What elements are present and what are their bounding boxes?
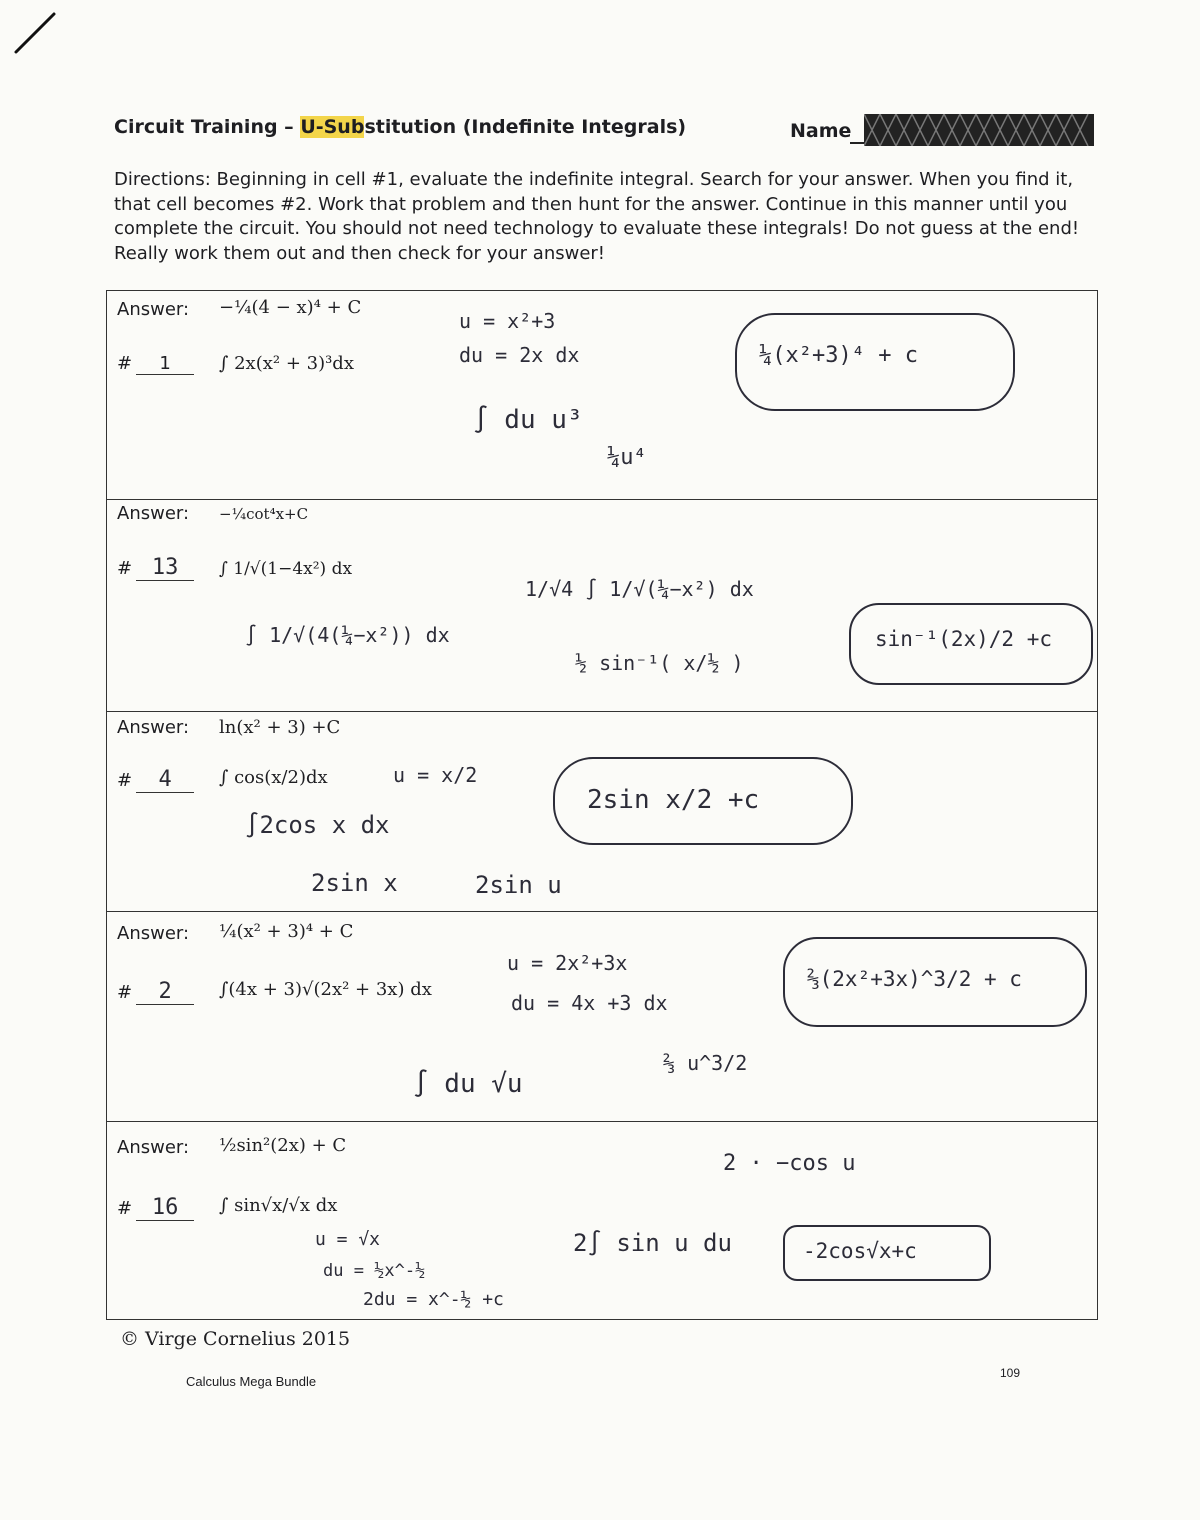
cell-number: # 4 [117,767,194,793]
work-line: u = √x [315,1229,381,1250]
work-line: u = x²+3 [459,309,556,333]
work-line: 1/√4 ∫ 1/√(¼−x²) dx [525,577,754,601]
answer-value: ½sin²(2x) + C [219,1135,347,1156]
integral-problem: ∫ sin√x/√x dx [219,1195,338,1216]
work-line: ∫ 1/√(4(¼−x²)) dx [245,623,450,647]
work-line: du = ½x^-½ [323,1261,426,1281]
circuit-cell-1 [107,291,1097,500]
boxed-answer-text: sin⁻¹(2x)/2 +c [875,627,1053,651]
circuit-cell-5 [107,1121,1097,1319]
boxed-answer-text: 2sin x/2 +c [587,785,760,815]
boxed-answer-text: ¼(x²+3)⁴ + c [759,343,918,368]
work-line: 2sin u [475,871,562,899]
integral-problem: ∫ 1/√(1−4x²) dx [219,559,353,579]
work-line: ½ sin⁻¹( x/½ ) [575,651,744,675]
answer-label: Answer: [117,923,190,944]
cell-number: # 2 [117,979,194,1005]
circuit-cell-4 [107,911,1097,1122]
answer-value: −¼(4 − x)⁴ + C [219,297,362,318]
cell-number-value: 1 [136,353,194,375]
boxed-answer-text: ⅔(2x²+3x)^3/2 + c [807,967,1022,991]
circuit-cell-2 [107,499,1097,712]
cell-number: # 13 [117,555,194,581]
answer-label: Answer: [117,717,190,738]
bundle-label: Calculus Mega Bundle [186,1374,317,1389]
work-line: ¼u⁴ [607,445,647,470]
copyright: © Virge Cornelius 2015 [120,1328,351,1350]
cell-number-value: 13 [136,555,194,581]
work-line: ⅔ u^3/2 [663,1051,748,1075]
answer-value: ¼(x² + 3)⁴ + C [219,921,354,942]
work-line: 2sin x [311,869,398,897]
work-line: 2 · −cos u [723,1151,856,1176]
integral-problem: ∫ 2x(x² + 3)³dx [219,353,354,374]
pen-stroke-mark [12,10,58,56]
work-line: u = 2x²+3x [507,951,628,975]
integral-problem: ∫(4x + 3)√(2x² + 3x) dx [219,979,432,1000]
title-rest: stitution (Indefinite Integrals) [364,116,687,138]
work-line: 2du = x^-½ +c [363,1289,504,1310]
integral-problem: ∫ cos(x/2)dx [219,767,328,788]
circuit-grid [106,290,1098,1320]
boxed-answer-text: -2cos√x+c [803,1239,917,1263]
work-line: ∫ du u³ [473,405,583,435]
cell-number: # 1 [117,353,194,375]
cell-number-value: 2 [136,979,194,1005]
page-number: 109 [1000,1366,1021,1380]
cell-number-value: 4 [136,767,194,793]
answer-label: Answer: [117,299,190,320]
cell-number-value: 16 [136,1195,194,1221]
answer-value: −¼cot⁴x+C [219,505,309,523]
answer-label: Answer: [117,503,190,524]
worksheet-title [114,116,686,138]
redacted-name [864,114,1094,146]
answer-label: Answer: [117,1137,190,1158]
title-highlight: U-Sub [300,116,365,138]
work-line: u = x/2 [393,763,478,787]
work-line: du = 2x dx [459,343,580,367]
answer-value: ln(x² + 3) +C [219,717,341,738]
title-prefix: Circuit Training – [114,116,301,138]
work-line: 2∫ sin u du [573,1229,732,1257]
circuit-cell-3 [107,711,1097,912]
name-label: Name [790,120,852,142]
cell-number: # 16 [117,1195,194,1221]
work-line: ∫ du √u [413,1069,523,1099]
work-line: ∫2cos x dx [245,811,390,839]
directions-paragraph: Directions: Beginning in cell #1, evaluate the indefinite integral. Search for your answer. When you find it, that cell becomes #2. Work that problem and then hunt for the answer. Continue in this manner until you complete the circuit. You should not need technology to evaluate these integrals! Do not guess at the end! Really work them out and then check for your answer! [114,169,1080,264]
work-line: du = 4x +3 dx [511,991,668,1015]
